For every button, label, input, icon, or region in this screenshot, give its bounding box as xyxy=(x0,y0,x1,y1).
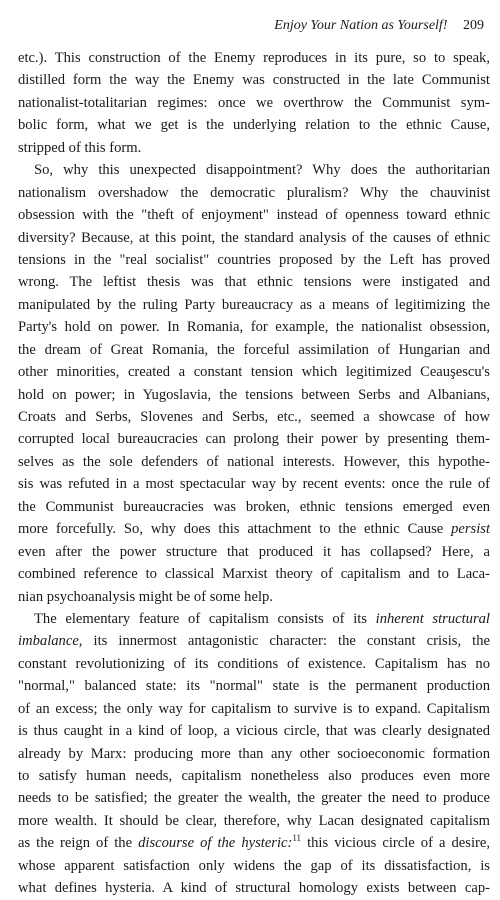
text-line: tensions in the "real socialist" countries proposed by the Left has proved xyxy=(18,251,490,268)
text-line: other minorities, created a constant tension which legitimized Ceauşescu's xyxy=(18,364,490,381)
text-line: more wealth. It should be clear, therefore, why Lacan designated capitalism xyxy=(18,812,490,829)
text-line: is thus caught in a kind of loop, a vicious circle, that was clearly designated xyxy=(18,723,490,740)
text-line: So, why this unexpected disappointment? Why does the authoritarian xyxy=(34,162,490,179)
text-line: imbalance, its innermost antagonistic character: the constant crisis, the xyxy=(18,633,490,650)
text-line: corrupted local bureaucracies can prolong their power by presenting them- xyxy=(18,431,490,448)
text-line: nationalist-totalitarian regimes: once we overthrow the Communist sym- xyxy=(18,94,490,111)
text-line: The elementary feature of capitalism consists of its inherent structural xyxy=(34,610,490,627)
text-line: more forcefully. So, why does this attachment to the ethnic Cause persist xyxy=(18,521,490,538)
text-line: obsession with the "theft of enjoyment" instead of openness toward ethnic xyxy=(18,207,490,224)
text-line: bolic form, what we get is the underlying relation to the ethnic Cause, xyxy=(18,117,490,134)
text-line: etc.). This construction of the Enemy reproduces in its pure, so to speak, xyxy=(18,50,490,66)
text-line: hold on power; in Yugoslavia, the tensions between Serbs and Albanians, xyxy=(18,386,490,403)
text-line: distilled form the way the Enemy was constructed in the late Communist xyxy=(18,72,490,89)
text-line: constant revolutionizing of its conditions of existence. Capitalism has no xyxy=(18,655,490,672)
page-number: 209 xyxy=(463,18,484,33)
text-line: the dream of Great Romania, the forceful assimilation of Hungarian and xyxy=(18,341,490,358)
text-line: nian psychoanalysis might be of some help. xyxy=(18,588,273,605)
text-line: even after the power structure that produced it has collapsed? Here, a xyxy=(18,543,490,560)
text-line: diversity? Because, at this point, the standard analysis of the causes of ethnic xyxy=(18,229,490,246)
text-line: stripped of this form. xyxy=(18,139,142,156)
text-line: nationalism overshadow the democratic pluralism? Why the chauvinist xyxy=(18,184,490,201)
text-line: what defines hysteria. A kind of structural homology exists between cap- xyxy=(18,880,490,897)
text-line: Croats and Serbs, Slovenes and Serbs, etc., seemed a showcase of how xyxy=(18,409,490,425)
text-line: to satisfy human needs, capitalism nonetheless also produces even more xyxy=(18,768,490,784)
text-line: needs to be satisfied; the greater the wealth, the greater the need to produce xyxy=(18,790,490,807)
text-line: wrong. The leftist thesis was that ethnic tensions were instigated and xyxy=(18,274,490,291)
paragraph xyxy=(18,159,490,608)
text-line: combined reference to classical Marxist theory of capitalism and to Laca- xyxy=(18,566,490,583)
text-line: sis was refuted in a most spectacular way by recent events: once the rule of xyxy=(18,476,490,493)
text-line: Party's hold on power. In Romania, for example, the nationalist obsession, xyxy=(18,319,490,336)
text-line: the Communist bureaucracies was broken, ethnic tensions emerged even xyxy=(18,498,490,515)
text-line: selves as the sole defenders of national interests. However, this hypothe- xyxy=(18,453,490,470)
text-line: already by Marx: producing more than any other socioeconomic formation xyxy=(18,745,490,762)
running-head xyxy=(274,17,484,35)
text-line: "normal," balanced state: its "normal" state is the permanent production xyxy=(18,678,490,695)
body-text xyxy=(18,47,490,900)
text-line: whose apparent satisfaction only widens the gap of its dissatisfaction, is xyxy=(18,857,490,874)
paragraph xyxy=(18,47,490,159)
text-line: of an excess; the only way for capitalism to survive is to expand. Capitalism xyxy=(18,700,490,717)
paragraph xyxy=(18,608,490,900)
text-line: manipulated by the ruling Party bureaucracy as a means of legitimizing the xyxy=(18,296,490,313)
text-line: as the reign of the discourse of the hysteric:$^{11}$ this vicious circle of a desire, xyxy=(18,833,490,852)
running-head-title: Enjoy Your Nation as Yourself! xyxy=(274,18,448,33)
